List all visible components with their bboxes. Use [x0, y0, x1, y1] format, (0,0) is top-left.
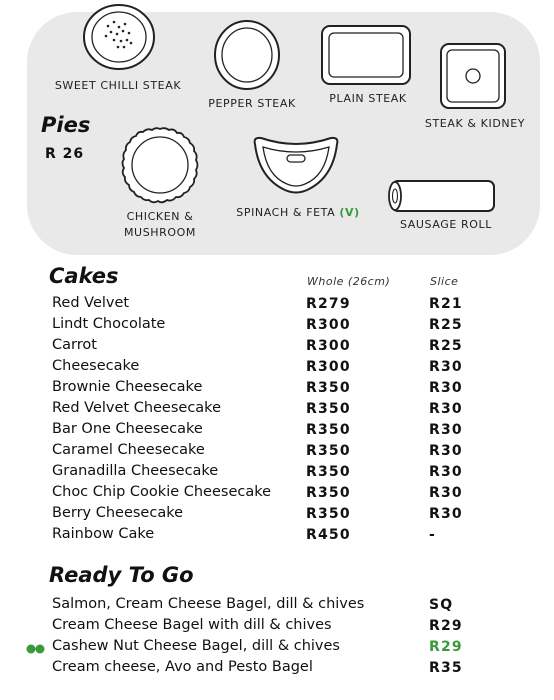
- ready-row: [0, 638, 554, 659]
- pie-label-sausage-roll: SAUSAGE ROLL: [399, 218, 492, 231]
- cake-slice-price: R21: [429, 296, 463, 312]
- cake-row: [0, 484, 554, 505]
- ready-item-price: SQ: [429, 597, 454, 613]
- pie-label-sweet-chilli-steak: SWEET CHILLI STEAK: [54, 79, 182, 92]
- cake-whole-price: R450: [306, 527, 351, 543]
- cake-slice-price: R30: [429, 380, 463, 396]
- cake-row: [0, 295, 554, 316]
- cake-name: Rainbow Cake: [52, 526, 155, 542]
- cake-slice-price: R30: [429, 422, 463, 438]
- cake-slice-price: R30: [429, 464, 463, 480]
- cake-slice-price: R30: [429, 443, 463, 459]
- cake-row: [0, 463, 554, 484]
- cake-slice-price: R25: [429, 338, 463, 354]
- chicken-mushroom-pie-icon: [120, 126, 200, 206]
- plain-steak-pie-icon: [320, 24, 412, 86]
- cake-slice-price: R30: [429, 485, 463, 501]
- cake-slice-price: R30: [429, 506, 463, 522]
- pie-label-plain-steak: PLAIN STEAK: [329, 92, 407, 105]
- cake-slice-price: -: [429, 527, 437, 543]
- cake-name: Carrot: [52, 337, 97, 353]
- ready-to-go-title: Ready To Go: [49, 563, 194, 587]
- pie-label-spinach-feta: [228, 205, 368, 220]
- cake-whole-price: R350: [306, 464, 351, 480]
- cake-name: Brownie Cheesecake: [52, 379, 203, 395]
- cake-whole-price: R300: [306, 317, 351, 333]
- cake-whole-price: R300: [306, 338, 351, 354]
- cake-name: Lindt Chocolate: [52, 316, 166, 332]
- sausage-roll-icon: [386, 178, 498, 214]
- ready-item-name: Cashew Nut Cheese Bagel, dill & chives: [52, 638, 340, 654]
- cake-name: Red Velvet Cheesecake: [52, 400, 221, 416]
- cake-whole-price: R350: [306, 485, 351, 501]
- cake-row: [0, 442, 554, 463]
- cake-row: [0, 316, 554, 337]
- ready-item-price: R29: [429, 639, 463, 655]
- cakes-title: Cakes: [49, 264, 119, 288]
- cake-slice-price: R30: [429, 401, 463, 417]
- cake-row: [0, 379, 554, 400]
- cake-name: Choc Chip Cookie Cheesecake: [52, 484, 272, 500]
- cake-row: [0, 421, 554, 442]
- cake-row: [0, 526, 554, 547]
- pie-label-chicken-mushroom-line2: MUSHROOM: [123, 226, 197, 239]
- ready-item-name: Cream cheese, Avo and Pesto Bagel: [52, 659, 313, 675]
- cake-name: Red Velvet: [52, 295, 130, 311]
- cake-whole-price: R350: [306, 506, 351, 522]
- ready-item-name: Salmon, Cream Cheese Bagel, dill & chives: [52, 596, 365, 612]
- cake-name: Berry Cheesecake: [52, 505, 184, 521]
- cake-row: [0, 400, 554, 421]
- cake-whole-price: R279: [306, 296, 351, 312]
- cake-row: [0, 337, 554, 358]
- cake-name: Bar One Cheesecake: [52, 421, 203, 437]
- ready-row: [0, 617, 554, 638]
- ready-item-price: R35: [429, 660, 463, 676]
- cake-whole-price: R350: [306, 401, 351, 417]
- cake-row: [0, 505, 554, 526]
- cake-whole-price: R350: [306, 380, 351, 396]
- pie-label-pepper-steak: PEPPER STEAK: [208, 97, 296, 110]
- ready-item-price: R29: [429, 618, 463, 634]
- cake-whole-price: R350: [306, 443, 351, 459]
- cake-name: Cheesecake: [52, 358, 140, 374]
- cake-whole-price: R300: [306, 359, 351, 375]
- ready-item-name: Cream Cheese Bagel with dill & chives: [52, 617, 332, 633]
- pies-title: Pies: [41, 113, 91, 137]
- cake-whole-price: R350: [306, 422, 351, 438]
- pepper-steak-pie-icon: [213, 18, 281, 92]
- pie-label-steak-and-kidney: STEAK & KIDNEY: [424, 117, 526, 130]
- ready-row: [0, 596, 554, 617]
- steak-and-kidney-pie-icon: [439, 42, 507, 110]
- cakes-col-whole: Whole (26cm): [307, 275, 391, 288]
- cake-row: [0, 358, 554, 379]
- pie-label-chicken-mushroom-line1: CHICKEN &: [126, 210, 194, 223]
- vegetarian-tag: (V): [339, 206, 360, 219]
- cake-slice-price: R30: [429, 359, 463, 375]
- pies-price: R 26: [45, 146, 85, 162]
- cakes-col-slice: Slice: [430, 275, 459, 288]
- cake-name: Granadilla Cheesecake: [52, 463, 219, 479]
- cake-slice-price: R25: [429, 317, 463, 333]
- cake-name: Caramel Cheesecake: [52, 442, 205, 458]
- spinach-feta-text: SPINACH & FETA: [236, 206, 336, 219]
- ready-row: [0, 659, 554, 680]
- vegan-marker-icon: [26, 644, 46, 654]
- spinach-feta-pie-icon: [249, 134, 343, 196]
- sweet-chilli-steak-pie-icon: [78, 0, 160, 72]
